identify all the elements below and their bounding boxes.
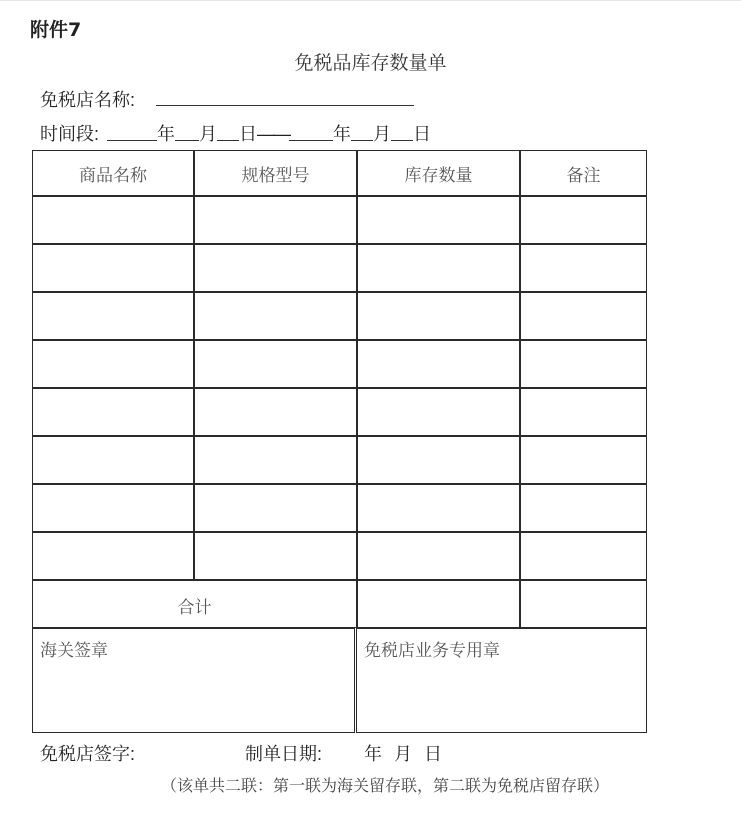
- copies-footnote: （该单共二联：第一联为海关留存联，第二联为免税店留存联）: [160, 776, 609, 795]
- table-cell: [520, 340, 647, 388]
- table-cell: [357, 244, 520, 292]
- table-cell: [32, 484, 194, 532]
- table-cell: [32, 436, 194, 484]
- header-cell-product-name: [32, 150, 194, 196]
- period-end-month-blank: [351, 140, 373, 141]
- header-product-name: 商品名称: [79, 166, 147, 186]
- period-start-year-label: 年: [157, 124, 176, 144]
- store-name-label: 免税店名称:: [40, 90, 136, 110]
- period-end-year-label: 年: [333, 124, 352, 144]
- attachment-label: 附件7: [30, 19, 82, 41]
- table-cell: [520, 532, 647, 580]
- period-end-day-blank: [391, 140, 413, 141]
- table-cell: [520, 436, 647, 484]
- table-cell: [32, 244, 194, 292]
- period-row: [40, 120, 431, 146]
- customs-seal-box: [32, 628, 355, 733]
- store-seal-box: [356, 628, 647, 733]
- table-cell: [194, 532, 357, 580]
- period-end-day-label: 日: [413, 124, 432, 144]
- table-cell: [357, 436, 520, 484]
- period-end-year-blank: [289, 140, 333, 141]
- header-stock-quantity: 库存数量: [404, 166, 473, 186]
- header-cell-spec-model: [194, 150, 357, 196]
- table-cell: [32, 388, 194, 436]
- table-cell: [357, 532, 520, 580]
- store-name-blank-line: [156, 105, 414, 106]
- table-cell: [357, 388, 520, 436]
- period-separator: ——: [257, 124, 290, 144]
- table-cell: [32, 292, 194, 340]
- header-cell-remarks: [520, 150, 647, 196]
- table-cell: [194, 388, 357, 436]
- table-cell: [520, 484, 647, 532]
- issue-date-label: 制单日期:: [245, 744, 323, 764]
- period-start-day-label: 日: [239, 124, 258, 144]
- header-cell-stock-quantity: [357, 150, 520, 196]
- table-cell: [357, 340, 520, 388]
- total-quantity-cell: [357, 580, 520, 628]
- table-cell: [194, 340, 357, 388]
- table-cell: [357, 484, 520, 532]
- table-cell: [520, 292, 647, 340]
- table-cell: [32, 532, 194, 580]
- period-start-month-label: 月: [199, 124, 218, 144]
- period-end-month-label: 月: [373, 124, 392, 144]
- period-start-year-blank: [107, 140, 157, 141]
- table-cell: [194, 484, 357, 532]
- top-divider: [0, 0, 741, 1]
- header-remarks: 备注: [566, 166, 601, 186]
- total-label: 合计: [177, 598, 212, 618]
- table-cell: [32, 340, 194, 388]
- table-cell: [357, 292, 520, 340]
- period-start-day-blank: [217, 140, 239, 141]
- issue-date-day-label: 日: [424, 744, 442, 764]
- total-remarks-cell: [520, 580, 647, 628]
- store-seal-label: 免税店业务专用章: [364, 641, 500, 661]
- document-title: 免税品库存数量单: [294, 52, 447, 74]
- period-label: 时间段:: [40, 124, 100, 144]
- table-cell: [194, 436, 357, 484]
- table-cell: [194, 196, 357, 244]
- table-cell: [520, 196, 647, 244]
- customs-seal-label: 海关签章: [40, 641, 108, 661]
- header-spec-model: 规格型号: [241, 166, 310, 186]
- issue-date-month-label: 月: [394, 744, 412, 764]
- table-cell: [520, 244, 647, 292]
- table-cell: [357, 196, 520, 244]
- issue-date-year-label: 年: [364, 744, 382, 764]
- table-cell: [520, 388, 647, 436]
- table-cell: [194, 244, 357, 292]
- table-cell: [32, 196, 194, 244]
- period-start-month-blank: [175, 140, 199, 141]
- store-signature-label: 免税店签字:: [40, 744, 136, 764]
- total-label-cell: [32, 580, 357, 628]
- table-cell: [194, 292, 357, 340]
